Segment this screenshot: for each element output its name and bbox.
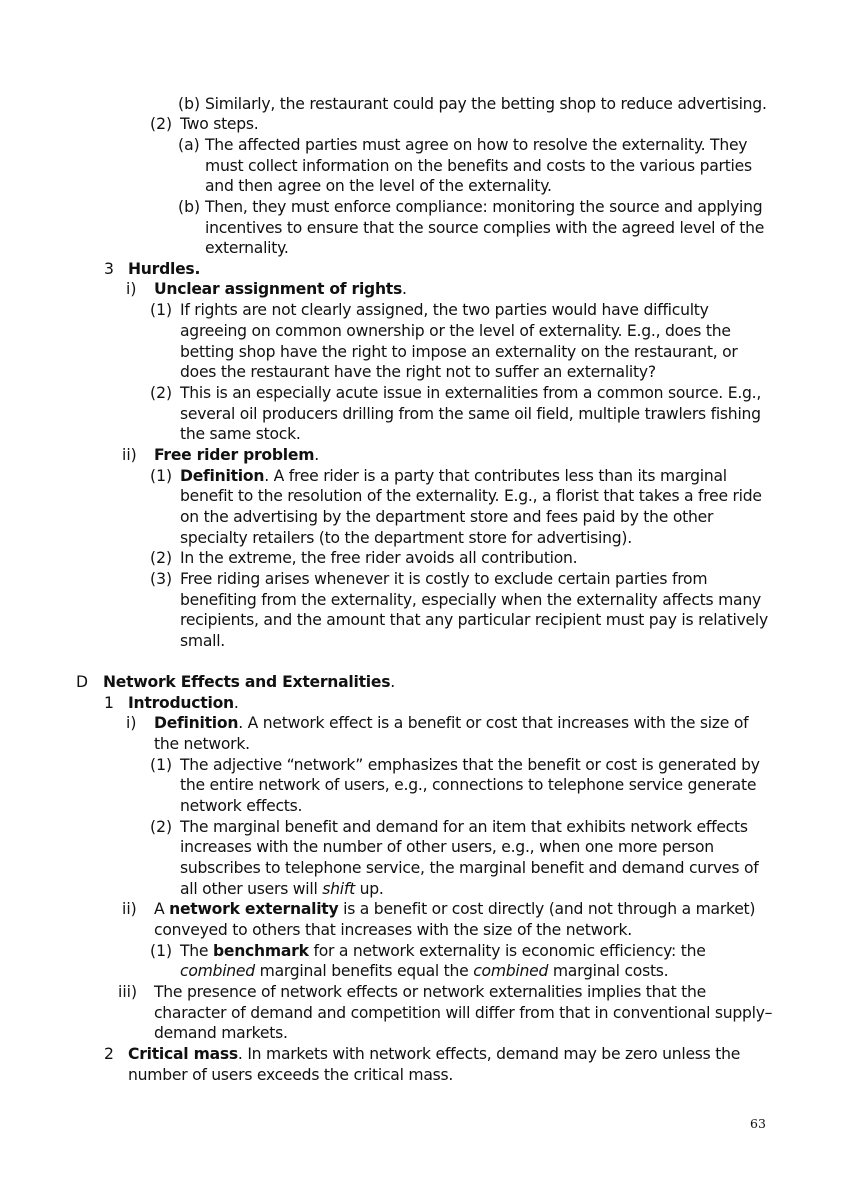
italic-term: combined — [473, 962, 549, 980]
text-run: The marginal benefit and demand for an item that exhibits network effects — [180, 818, 748, 836]
text-run: . — [233, 694, 239, 712]
list-marker: (1) — [150, 301, 173, 319]
text-line — [205, 238, 289, 259]
text-line — [180, 383, 761, 404]
text-run: benefit to the resolution of the externality. E.g., a florist that takes a free ride — [180, 487, 762, 505]
text-line — [180, 610, 768, 631]
text-run: the entire network of users, e.g., connections to telephone service generate — [180, 776, 757, 794]
italic-term: shift — [322, 880, 355, 898]
text-line — [154, 982, 706, 1003]
text-run: increases with the number of other users, e.g., when one more person — [180, 838, 714, 856]
text-line — [180, 486, 762, 507]
text-line — [180, 817, 748, 838]
text-line — [128, 259, 200, 280]
text-run: marginal benefits equal the — [254, 962, 474, 980]
text-run: Then, they must enforce compliance: monitoring the source and applying — [205, 198, 763, 216]
text-line — [154, 445, 319, 466]
text-line — [180, 114, 259, 135]
list-marker: iii) — [118, 983, 138, 1001]
text-line — [180, 362, 656, 383]
text-line — [154, 1003, 772, 1024]
text-run: The adjective “network” emphasizes that the benefit or cost is generated by — [180, 756, 760, 774]
text-line — [205, 135, 747, 156]
bold-term: Definition — [180, 467, 265, 485]
text-line — [180, 879, 384, 900]
text-line — [205, 176, 552, 197]
text-run: . In markets with network effects, demand may be zero unless the — [237, 1045, 741, 1063]
text-run: In the extreme, the free rider avoids all contribution. — [180, 549, 578, 567]
list-marker: ii) — [122, 446, 137, 464]
bold-term: Definition — [154, 714, 239, 732]
text-run: on the advertising by the department store and fees paid by the other — [180, 508, 714, 526]
list-marker: (1) — [150, 756, 173, 774]
text-run: the network. — [154, 735, 250, 753]
text-line — [180, 631, 225, 652]
text-line — [128, 1065, 453, 1086]
text-line — [180, 837, 714, 858]
text-run: must collect information on the benefits and costs to the various parties — [205, 157, 752, 175]
text-run: demand markets. — [154, 1024, 288, 1042]
list-marker: (b) — [178, 95, 201, 113]
text-line — [205, 197, 762, 218]
text-run: Similarly, the restaurant could pay the betting shop to reduce advertising. — [205, 95, 767, 113]
list-marker: i) — [126, 714, 137, 732]
text-run: network effects. — [180, 797, 303, 815]
text-run: externality. — [205, 239, 289, 257]
text-run: the same stock. — [180, 425, 301, 443]
bold-term: Hurdles. — [128, 260, 201, 278]
text-run: for a network externality is economic efficiency: the — [308, 942, 706, 960]
list-marker: (3) — [150, 570, 173, 588]
text-line — [180, 342, 738, 363]
list-marker: (b) — [178, 198, 201, 216]
text-run: incentives to ensure that the source complies with the agreed level of the — [205, 219, 765, 237]
list-marker: 1 — [104, 694, 114, 712]
text-run: specialty retailers (to the department store for advertising). — [180, 529, 632, 547]
text-run: and then agree on the level of the externality. — [205, 177, 552, 195]
text-run: conveyed to others that increases with the size of the network. — [154, 921, 633, 939]
text-run: Free riding arises whenever it is costly to exclude certain parties from — [180, 570, 708, 588]
text-line — [154, 1023, 288, 1044]
text-line — [180, 941, 706, 962]
text-line — [180, 590, 761, 611]
text-run: recipients, and the amount that any particular recipient must pay is relatively — [180, 611, 768, 629]
text-run: . A network effect is a benefit or cost that increases with the size of — [238, 714, 749, 732]
text-run: . A free rider is a party that contributes less than its marginal — [264, 467, 727, 485]
text-line — [128, 1044, 740, 1065]
text-run: small. — [180, 632, 225, 650]
text-run: benefiting from the externality, especially when the externality affects many — [180, 591, 761, 609]
list-marker: 2 — [104, 1045, 114, 1063]
text-run: betting shop have the right to impose an externality on the restaurant, or — [180, 343, 738, 361]
list-marker: (a) — [178, 136, 200, 154]
text-run: is a benefit or cost directly (and not through a market) — [338, 900, 756, 918]
text-line — [180, 775, 756, 796]
text-run: . — [402, 280, 407, 298]
text-run: . — [314, 446, 319, 464]
text-line — [205, 94, 767, 115]
bold-term: Network Effects and Externalities — [103, 673, 391, 691]
bold-term: Introduction — [128, 694, 234, 712]
text-line — [180, 755, 760, 776]
text-line — [180, 528, 632, 549]
text-run: The presence of network effects or network externalities implies that the — [154, 983, 706, 1001]
text-line — [180, 569, 707, 590]
text-line — [154, 920, 632, 941]
text-run: several oil producers drilling from the same oil field, multiple trawlers fishing — [180, 405, 761, 423]
text-line — [154, 279, 407, 300]
text-run: number of users exceeds the critical mass. — [128, 1066, 454, 1084]
text-line — [180, 961, 668, 982]
text-run: does the restaurant have the right not to suffer an externality? — [180, 363, 656, 381]
list-marker: D — [76, 673, 89, 691]
italic-term: combined — [180, 962, 255, 980]
list-marker: (1) — [150, 467, 173, 485]
list-marker: (2) — [150, 549, 173, 567]
text-line — [180, 796, 302, 817]
text-run: all other users will — [180, 880, 323, 898]
bold-term: network externality — [169, 900, 339, 918]
text-run: A — [154, 900, 170, 918]
bold-term: benchmark — [212, 942, 309, 960]
list-marker: (1) — [150, 942, 173, 960]
bold-term: Critical mass — [128, 1045, 238, 1063]
text-run: character of demand and competition will differ from that in conventional supply– — [154, 1004, 773, 1022]
text-line — [180, 404, 761, 425]
list-marker: i) — [126, 280, 137, 298]
text-run: Two steps. — [180, 115, 259, 133]
text-line — [154, 899, 755, 920]
text-line — [128, 693, 239, 714]
list-marker: (2) — [150, 384, 173, 402]
text-line — [180, 424, 301, 445]
text-line — [205, 218, 764, 239]
text-line — [180, 466, 727, 487]
text-line — [205, 156, 752, 177]
text-run: If rights are not clearly assigned, the two parties would have difficulty — [180, 301, 709, 319]
text-line — [180, 548, 577, 569]
text-run: subscribes to telephone service, the marginal benefit and demand curves of — [180, 859, 759, 877]
list-marker: (2) — [150, 818, 173, 836]
list-marker: 3 — [104, 260, 114, 278]
text-line — [180, 858, 759, 879]
list-marker: (2) — [150, 115, 173, 133]
text-run: The — [180, 942, 213, 960]
text-run: . — [390, 673, 395, 691]
bold-term: Free rider problem — [154, 446, 315, 464]
text-line — [154, 734, 250, 755]
text-run: agreeing on common ownership or the level of externality. E.g., does the — [180, 322, 731, 340]
text-run: This is an especially acute issue in externalities from a common source. E.g., — [180, 384, 762, 402]
text-line — [154, 713, 748, 734]
text-line — [180, 507, 713, 528]
text-run: marginal costs. — [548, 962, 669, 980]
text-line — [103, 672, 395, 693]
text-line — [180, 321, 731, 342]
text-run: The affected parties must agree on how to resolve the externality. They — [205, 136, 748, 154]
text-line — [180, 300, 709, 321]
list-marker: ii) — [122, 900, 137, 918]
bold-term: Unclear assignment of rights — [154, 280, 403, 298]
text-run: up. — [354, 880, 384, 898]
page-number: 63 — [750, 1116, 766, 1131]
